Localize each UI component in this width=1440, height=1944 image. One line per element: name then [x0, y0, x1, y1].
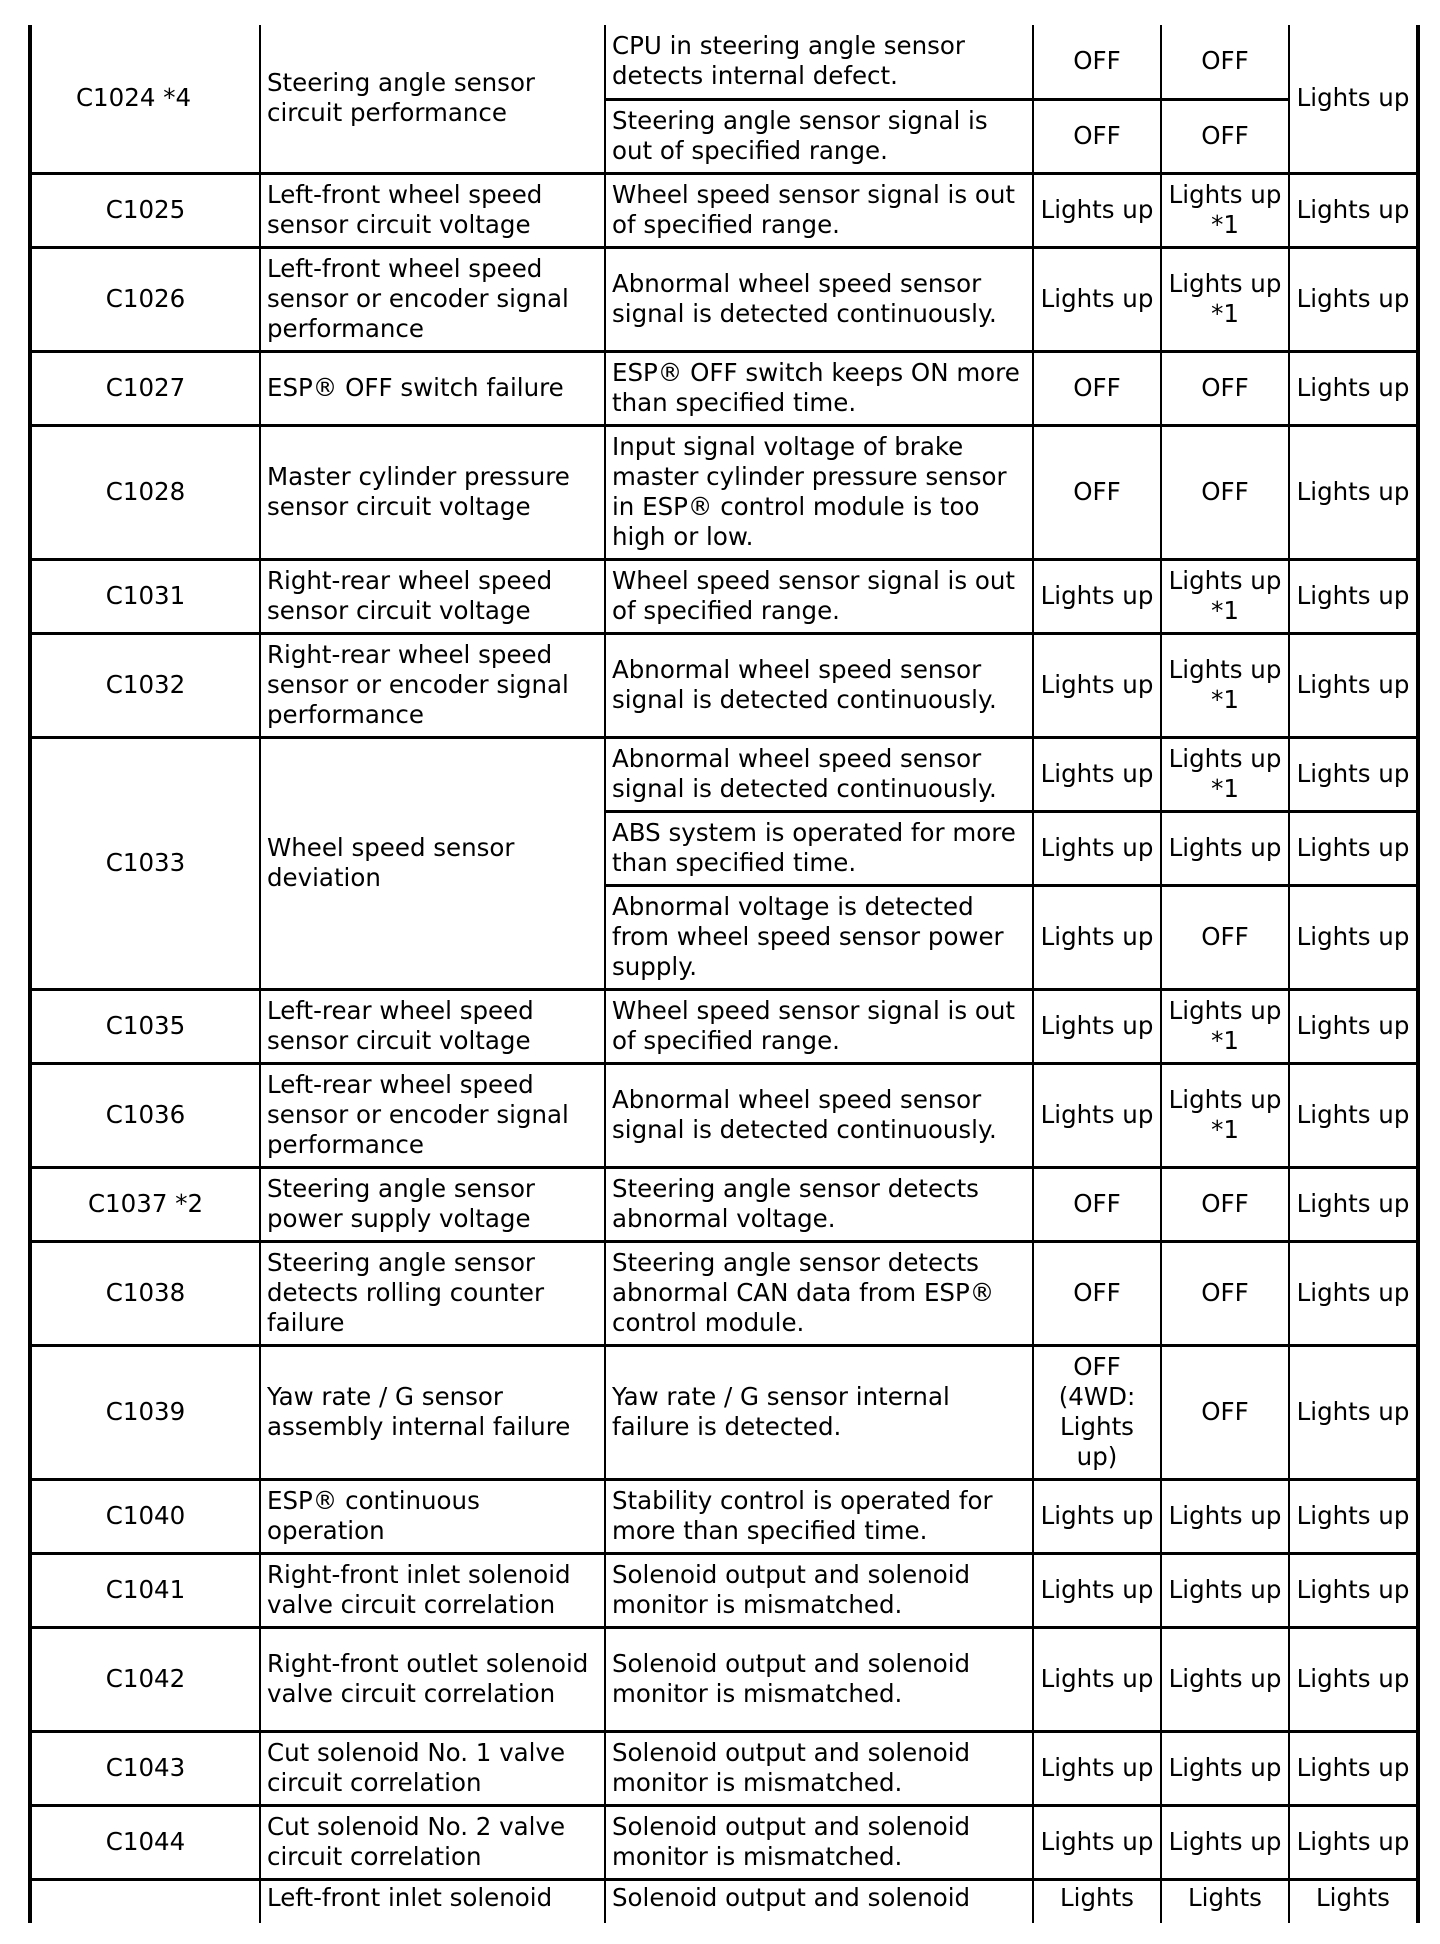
status-col3: Lights up	[1289, 633, 1418, 737]
table-row	[30, 1805, 1418, 1879]
status-col2: Lights up *1	[1161, 247, 1289, 351]
detection-condition: Yaw rate / G sensor internal failure is detected.	[605, 1345, 1033, 1479]
status-col2: OFF	[1161, 351, 1289, 425]
table-row	[30, 989, 1418, 1063]
status-col2: Lights up	[1161, 1627, 1289, 1731]
status-col2: OFF	[1161, 885, 1289, 989]
detection-condition: Solenoid output and solenoid monitor is mismatched.	[605, 1805, 1033, 1879]
status-col2: OFF	[1161, 1167, 1289, 1241]
diagnosis-item: Left-rear wheel speed sensor circuit voltage	[260, 989, 605, 1063]
dtc-code: C1031	[30, 559, 260, 633]
dtc-code: C1040	[30, 1479, 260, 1553]
dtc-code: C1026	[30, 247, 260, 351]
detection-condition: Abnormal wheel speed sensor signal is detected continuously.	[605, 247, 1033, 351]
table-row	[30, 633, 1418, 737]
status-col1: Lights up	[1033, 989, 1161, 1063]
diagnosis-item: Yaw rate / G sensor assembly internal failure	[260, 1345, 605, 1479]
dtc-code: C1032	[30, 633, 260, 737]
dtc-code: C1037 *2	[30, 1167, 260, 1241]
status-col3: Lights up	[1289, 1731, 1418, 1805]
detection-condition: Solenoid output and solenoid monitor is mismatched.	[605, 1553, 1033, 1627]
table-row	[30, 559, 1418, 633]
status-col1: Lights up	[1033, 633, 1161, 737]
status-col3: Lights up	[1289, 1063, 1418, 1167]
table-row	[30, 1879, 1418, 1923]
table-row	[30, 425, 1418, 559]
detection-condition: Abnormal wheel speed sensor signal is detected continuously.	[605, 1063, 1033, 1167]
dtc-code: C1036	[30, 1063, 260, 1167]
detection-condition: ESP® OFF switch keeps ON more than specified time.	[605, 351, 1033, 425]
diagnosis-item: Left-front wheel speed sensor circuit voltage	[260, 173, 605, 247]
status-col1: Lights up	[1033, 1627, 1161, 1731]
status-col1: Lights	[1033, 1879, 1161, 1923]
diagnosis-item: Cut solenoid No. 1 valve circuit correlation	[260, 1731, 605, 1805]
diagnosis-item: Right-front inlet solenoid valve circuit correlation	[260, 1553, 605, 1627]
status-col1: OFF (4WD: Lights up)	[1033, 1345, 1161, 1479]
status-col1: Lights up	[1033, 811, 1161, 885]
diagnosis-item: Steering angle sensor circuit performance	[260, 25, 605, 173]
status-col1: OFF	[1033, 25, 1161, 99]
status-col1: OFF	[1033, 1167, 1161, 1241]
status-col2: Lights up	[1161, 1805, 1289, 1879]
status-col2: Lights up	[1161, 1553, 1289, 1627]
table-row	[30, 1627, 1418, 1731]
status-col3: Lights up	[1289, 1345, 1418, 1479]
table-row	[30, 1241, 1418, 1345]
status-col2: Lights	[1161, 1879, 1289, 1923]
status-col2: Lights up *1	[1161, 559, 1289, 633]
dtc-code: C1039	[30, 1345, 260, 1479]
diagnosis-item: Left-front inlet solenoid	[260, 1879, 605, 1923]
dtc-code: C1025	[30, 173, 260, 247]
dtc-code	[30, 1879, 260, 1923]
status-col3: Lights up	[1289, 989, 1418, 1063]
detection-condition: Abnormal wheel speed sensor signal is detected continuously.	[605, 633, 1033, 737]
detection-condition: Abnormal wheel speed sensor signal is detected continuously.	[605, 737, 1033, 811]
status-col1: Lights up	[1033, 737, 1161, 811]
dtc-code: C1038	[30, 1241, 260, 1345]
diagnosis-item: Steering angle sensor detects rolling counter failure	[260, 1241, 605, 1345]
status-col1: Lights up	[1033, 885, 1161, 989]
detection-condition: Solenoid output and solenoid	[605, 1879, 1033, 1923]
status-col2: Lights up *1	[1161, 173, 1289, 247]
detection-condition: Wheel speed sensor signal is out of specified range.	[605, 989, 1033, 1063]
diagnosis-item: ESP® OFF switch failure	[260, 351, 605, 425]
detection-condition: Input signal voltage of brake master cylinder pressure sensor in ESP® control module is too high or low.	[605, 425, 1033, 559]
table-row	[30, 351, 1418, 425]
dtc-code: C1041	[30, 1553, 260, 1627]
dtc-code: C1043	[30, 1731, 260, 1805]
status-col1: OFF	[1033, 351, 1161, 425]
status-col2: Lights up	[1161, 1731, 1289, 1805]
table-row	[30, 1731, 1418, 1805]
status-col1: Lights up	[1033, 173, 1161, 247]
status-col1: Lights up	[1033, 247, 1161, 351]
status-col1: OFF	[1033, 425, 1161, 559]
detection-condition: Solenoid output and solenoid monitor is mismatched.	[605, 1731, 1033, 1805]
table-row	[30, 1479, 1418, 1553]
diagnosis-item: Right-rear wheel speed sensor or encoder signal performance	[260, 633, 605, 737]
status-col2: OFF	[1161, 99, 1289, 173]
table-row	[30, 1063, 1418, 1167]
table-row	[30, 1553, 1418, 1627]
detection-condition: Wheel speed sensor signal is out of specified range.	[605, 173, 1033, 247]
table-row	[30, 1167, 1418, 1241]
status-col3: Lights up	[1289, 559, 1418, 633]
status-col1: Lights up	[1033, 1479, 1161, 1553]
status-col3: Lights up	[1289, 25, 1418, 173]
diagnosis-item: Right-rear wheel speed sensor circuit voltage	[260, 559, 605, 633]
status-col3: Lights up	[1289, 811, 1418, 885]
status-col2: OFF	[1161, 1345, 1289, 1479]
status-col1: Lights up	[1033, 1805, 1161, 1879]
status-col3: Lights up	[1289, 737, 1418, 811]
status-col2: Lights up *1	[1161, 1063, 1289, 1167]
status-col2: OFF	[1161, 1241, 1289, 1345]
status-col1: Lights up	[1033, 1553, 1161, 1627]
diagnosis-item: Wheel speed sensor deviation	[260, 737, 605, 989]
status-col1: Lights up	[1033, 1063, 1161, 1167]
status-col3: Lights up	[1289, 1553, 1418, 1627]
detection-condition: Stability control is operated for more than specified time.	[605, 1479, 1033, 1553]
diagnosis-item: Steering angle sensor power supply voltage	[260, 1167, 605, 1241]
table-row	[30, 247, 1418, 351]
status-col3: Lights up	[1289, 247, 1418, 351]
status-col3: Lights up	[1289, 1479, 1418, 1553]
table-row	[30, 25, 1418, 99]
diagnosis-item: Left-front wheel speed sensor or encoder signal performance	[260, 247, 605, 351]
diagnosis-item: Right-front outlet solenoid valve circuit correlation	[260, 1627, 605, 1731]
status-col1: OFF	[1033, 1241, 1161, 1345]
detection-condition: Steering angle sensor signal is out of specified range.	[605, 99, 1033, 173]
status-col2: Lights up *1	[1161, 989, 1289, 1063]
detection-condition: Wheel speed sensor signal is out of specified range.	[605, 559, 1033, 633]
dtc-code: C1033	[30, 737, 260, 989]
status-col2: Lights up *1	[1161, 737, 1289, 811]
dtc-code: C1044	[30, 1805, 260, 1879]
detection-condition: CPU in steering angle sensor detects internal defect.	[605, 25, 1033, 99]
table-row	[30, 173, 1418, 247]
status-col3: Lights up	[1289, 425, 1418, 559]
dtc-code: C1035	[30, 989, 260, 1063]
status-col3: Lights up	[1289, 1805, 1418, 1879]
detection-condition: Abnormal voltage is detected from wheel speed sensor power supply.	[605, 885, 1033, 989]
detection-condition: ABS system is operated for more than specified time.	[605, 811, 1033, 885]
status-col2: OFF	[1161, 25, 1289, 99]
status-col3: Lights up	[1289, 1241, 1418, 1345]
status-col1: Lights up	[1033, 1731, 1161, 1805]
status-col3: Lights up	[1289, 351, 1418, 425]
dtc-table	[28, 25, 1420, 1923]
status-col3: Lights up	[1289, 885, 1418, 989]
detection-condition: Steering angle sensor detects abnormal voltage.	[605, 1167, 1033, 1241]
table-row	[30, 737, 1418, 811]
status-col3: Lights up	[1289, 1167, 1418, 1241]
dtc-code: C1042	[30, 1627, 260, 1731]
diagnosis-item: Master cylinder pressure sensor circuit voltage	[260, 425, 605, 559]
status-col1: Lights up	[1033, 559, 1161, 633]
detection-condition: Steering angle sensor detects abnormal CAN data from ESP® control module.	[605, 1241, 1033, 1345]
diagnosis-item: ESP® continuous operation	[260, 1479, 605, 1553]
status-col1: OFF	[1033, 99, 1161, 173]
diagnosis-item: Left-rear wheel speed sensor or encoder signal performance	[260, 1063, 605, 1167]
diagnosis-item: Cut solenoid No. 2 valve circuit correlation	[260, 1805, 605, 1879]
table-row	[30, 1345, 1418, 1479]
status-col3: Lights up	[1289, 1627, 1418, 1731]
dtc-code: C1024 *4	[30, 25, 260, 173]
status-col2: Lights up *1	[1161, 633, 1289, 737]
status-col3: Lights	[1289, 1879, 1418, 1923]
dtc-code: C1027	[30, 351, 260, 425]
dtc-code: C1028	[30, 425, 260, 559]
status-col2: OFF	[1161, 425, 1289, 559]
detection-condition: Solenoid output and solenoid monitor is mismatched.	[605, 1627, 1033, 1731]
status-col2: Lights up	[1161, 1479, 1289, 1553]
status-col3: Lights up	[1289, 173, 1418, 247]
status-col2: Lights up	[1161, 811, 1289, 885]
